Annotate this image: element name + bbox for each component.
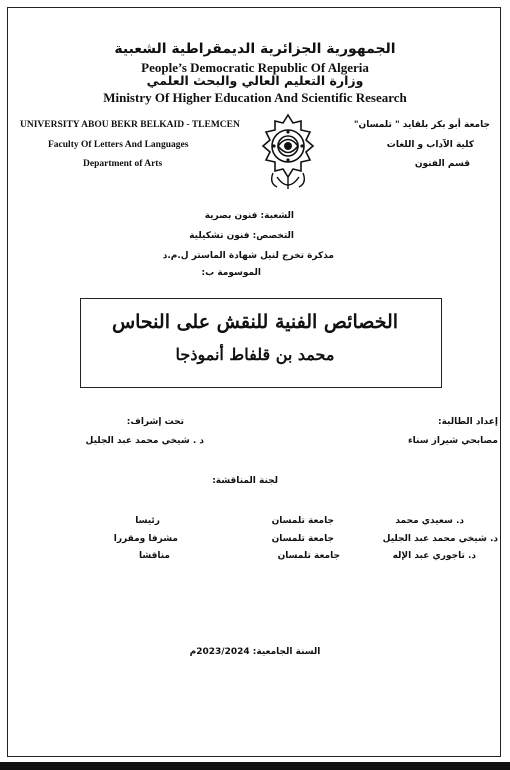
- english-department-name: Department of Arts: [83, 159, 163, 169]
- committee-label: لجنة المناقشة:: [212, 476, 278, 486]
- university-logo-icon: [255, 113, 321, 193]
- committee-member-university: جامعة تلمسان: [271, 534, 334, 544]
- titled-label: الموسومة ب:: [201, 268, 261, 278]
- thesis-subtitle: محمد بن قلفاط أنموذجا: [175, 345, 335, 364]
- supervisor-name: د . شيخي محمد عبد الجليل: [85, 436, 204, 446]
- english-ministry-header: Ministry Of Higher Education And Scientific Research: [103, 90, 407, 105]
- arabic-faculty-name: كلية الآداب و اللغات: [386, 140, 474, 150]
- thesis-title: الخصائص الفنية للنقش على النحاس: [111, 311, 399, 333]
- bottom-bar: [0, 762, 510, 770]
- program-branch: الشعبة: فنون بصرية: [204, 211, 294, 221]
- arabic-republic-header: الجمهورية الجزائرية الديمقراطية الشعبية: [114, 41, 396, 57]
- program-specialty: التخصص: فنون تشكيلية: [189, 231, 294, 241]
- student-name: مصابحي شيراز سناء: [408, 436, 498, 446]
- english-faculty-name: Faculty Of Letters And Languages: [48, 140, 189, 150]
- academic-year: السنة الجامعية: 2023/2024م: [189, 647, 321, 657]
- committee-member-university: جامعة تلمسان: [277, 551, 340, 561]
- committee-member-name: د. تاجوري عبد الإله: [392, 551, 476, 561]
- arabic-ministry-header: وزارة التعليم العالي والبحث العلمي: [146, 73, 364, 88]
- memo-description: مذكرة تخرج لنيل شهادة الماستر ل.م.د: [162, 251, 334, 261]
- committee-member-role: مشرفا ومقررا: [113, 534, 178, 544]
- committee-member-name: د. سعيدي محمد: [395, 516, 464, 526]
- committee-member-university: جامعة تلمسان: [271, 516, 334, 526]
- arabic-department-name: قسم الفنون: [414, 159, 470, 169]
- arabic-university-name: جامعة أبو بكر بلقايد " تلمسان": [353, 120, 490, 130]
- committee-member-name: د. شيخي محمد عبد الجليل: [382, 534, 498, 544]
- prepared-by-label: إعداد الطالبة:: [438, 417, 498, 427]
- committee-member-role: مناقشا: [138, 551, 170, 561]
- english-university-name: UNIVERSITY ABOU BEKR BELKAID - TLEMCEN: [20, 120, 240, 130]
- committee-member-role: رئيسا: [135, 516, 160, 526]
- english-republic-header: People’s Democratic Republic Of Algeria: [141, 60, 369, 75]
- supervision-label: تحت إشراف:: [126, 417, 184, 427]
